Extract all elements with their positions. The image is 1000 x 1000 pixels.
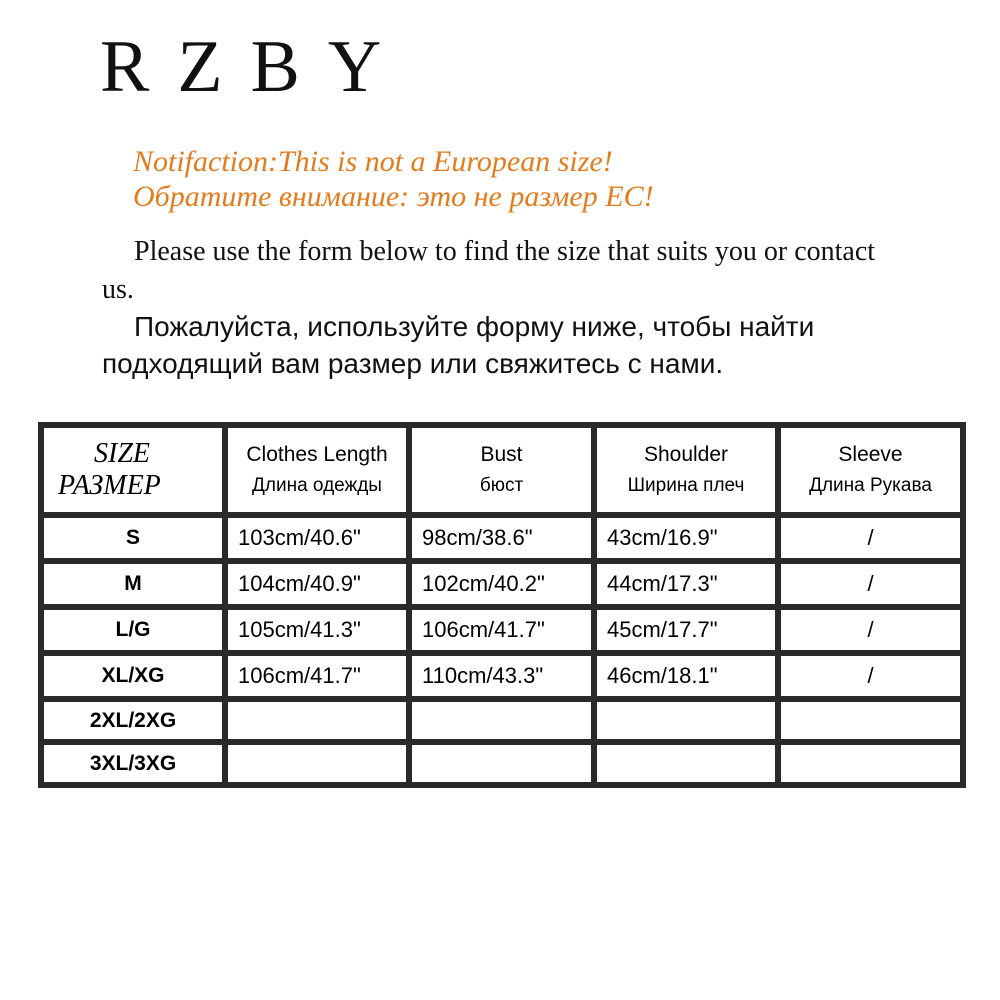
length-cell: 103cm/40.6" bbox=[228, 518, 406, 558]
column-header-label: Sleeve bbox=[838, 443, 903, 466]
column-header-bust bbox=[412, 428, 591, 512]
notice-russian: Обратите внимание: это не размер ЕС! bbox=[133, 180, 654, 213]
size-cell: 3XL/3XG bbox=[44, 745, 222, 782]
column-header-sleeve bbox=[781, 428, 960, 512]
size-chart-table bbox=[38, 422, 966, 788]
length-cell: 105cm/41.3" bbox=[228, 610, 406, 650]
column-header-label: Clothes Length bbox=[246, 443, 388, 466]
size-cell: XL/XG bbox=[44, 656, 222, 696]
column-header-length bbox=[228, 428, 406, 512]
shoulder-cell: 46cm/18.1" bbox=[597, 656, 775, 696]
shoulder-cell: 43cm/16.9" bbox=[597, 518, 775, 558]
length-cell bbox=[228, 745, 406, 782]
size-cell: L/G bbox=[44, 610, 222, 650]
bust-cell bbox=[412, 745, 591, 782]
size-header-en: SIZE bbox=[94, 438, 150, 469]
column-header-label-ru: Ширина плеч bbox=[627, 475, 745, 496]
length-cell: 104cm/40.9" bbox=[228, 564, 406, 604]
sleeve-cell: / bbox=[781, 564, 960, 604]
bust-cell: 106cm/41.7" bbox=[412, 610, 591, 650]
size-cell: S bbox=[44, 518, 222, 558]
length-cell bbox=[228, 702, 406, 739]
shoulder-cell: 45cm/17.7" bbox=[597, 610, 775, 650]
column-header-label-ru: Длина одежды bbox=[252, 475, 382, 496]
instructions-english: Please use the form below to find the size that suits you or contact us. bbox=[102, 236, 876, 305]
notice-english: Notifaction:This is not a European size! bbox=[133, 145, 613, 178]
sleeve-cell bbox=[781, 702, 960, 739]
column-header-shoulder bbox=[597, 428, 775, 512]
shoulder-cell bbox=[597, 745, 775, 782]
size-cell: 2XL/2XG bbox=[44, 702, 222, 739]
sleeve-cell bbox=[781, 745, 960, 782]
column-header-label: Shoulder bbox=[643, 443, 729, 466]
column-header-label-ru: бюст bbox=[479, 475, 524, 496]
sleeve-cell: / bbox=[781, 518, 960, 558]
brand-logo: RZBY bbox=[100, 26, 410, 108]
column-header-label: Bust bbox=[480, 443, 523, 466]
bust-cell: 102cm/40.2" bbox=[412, 564, 591, 604]
bust-cell: 98cm/38.6" bbox=[412, 518, 591, 558]
bust-cell bbox=[412, 702, 591, 739]
shoulder-cell: 44cm/17.3" bbox=[597, 564, 775, 604]
sleeve-cell: / bbox=[781, 656, 960, 696]
size-header-ru: РАЗМЕР bbox=[58, 470, 161, 501]
size-cell: M bbox=[44, 564, 222, 604]
sleeve-cell: / bbox=[781, 610, 960, 650]
shoulder-cell bbox=[597, 702, 775, 739]
length-cell: 106cm/41.7" bbox=[228, 656, 406, 696]
size-header-cell bbox=[44, 428, 222, 512]
instructions-russian: Пожалуйста, используйте форму ниже, чтобы найти подходящий вам размер или свяжитесь с нами. bbox=[102, 311, 815, 379]
bust-cell: 110cm/43.3" bbox=[412, 656, 591, 696]
column-header-label-ru: Длина Рукава bbox=[809, 475, 932, 496]
